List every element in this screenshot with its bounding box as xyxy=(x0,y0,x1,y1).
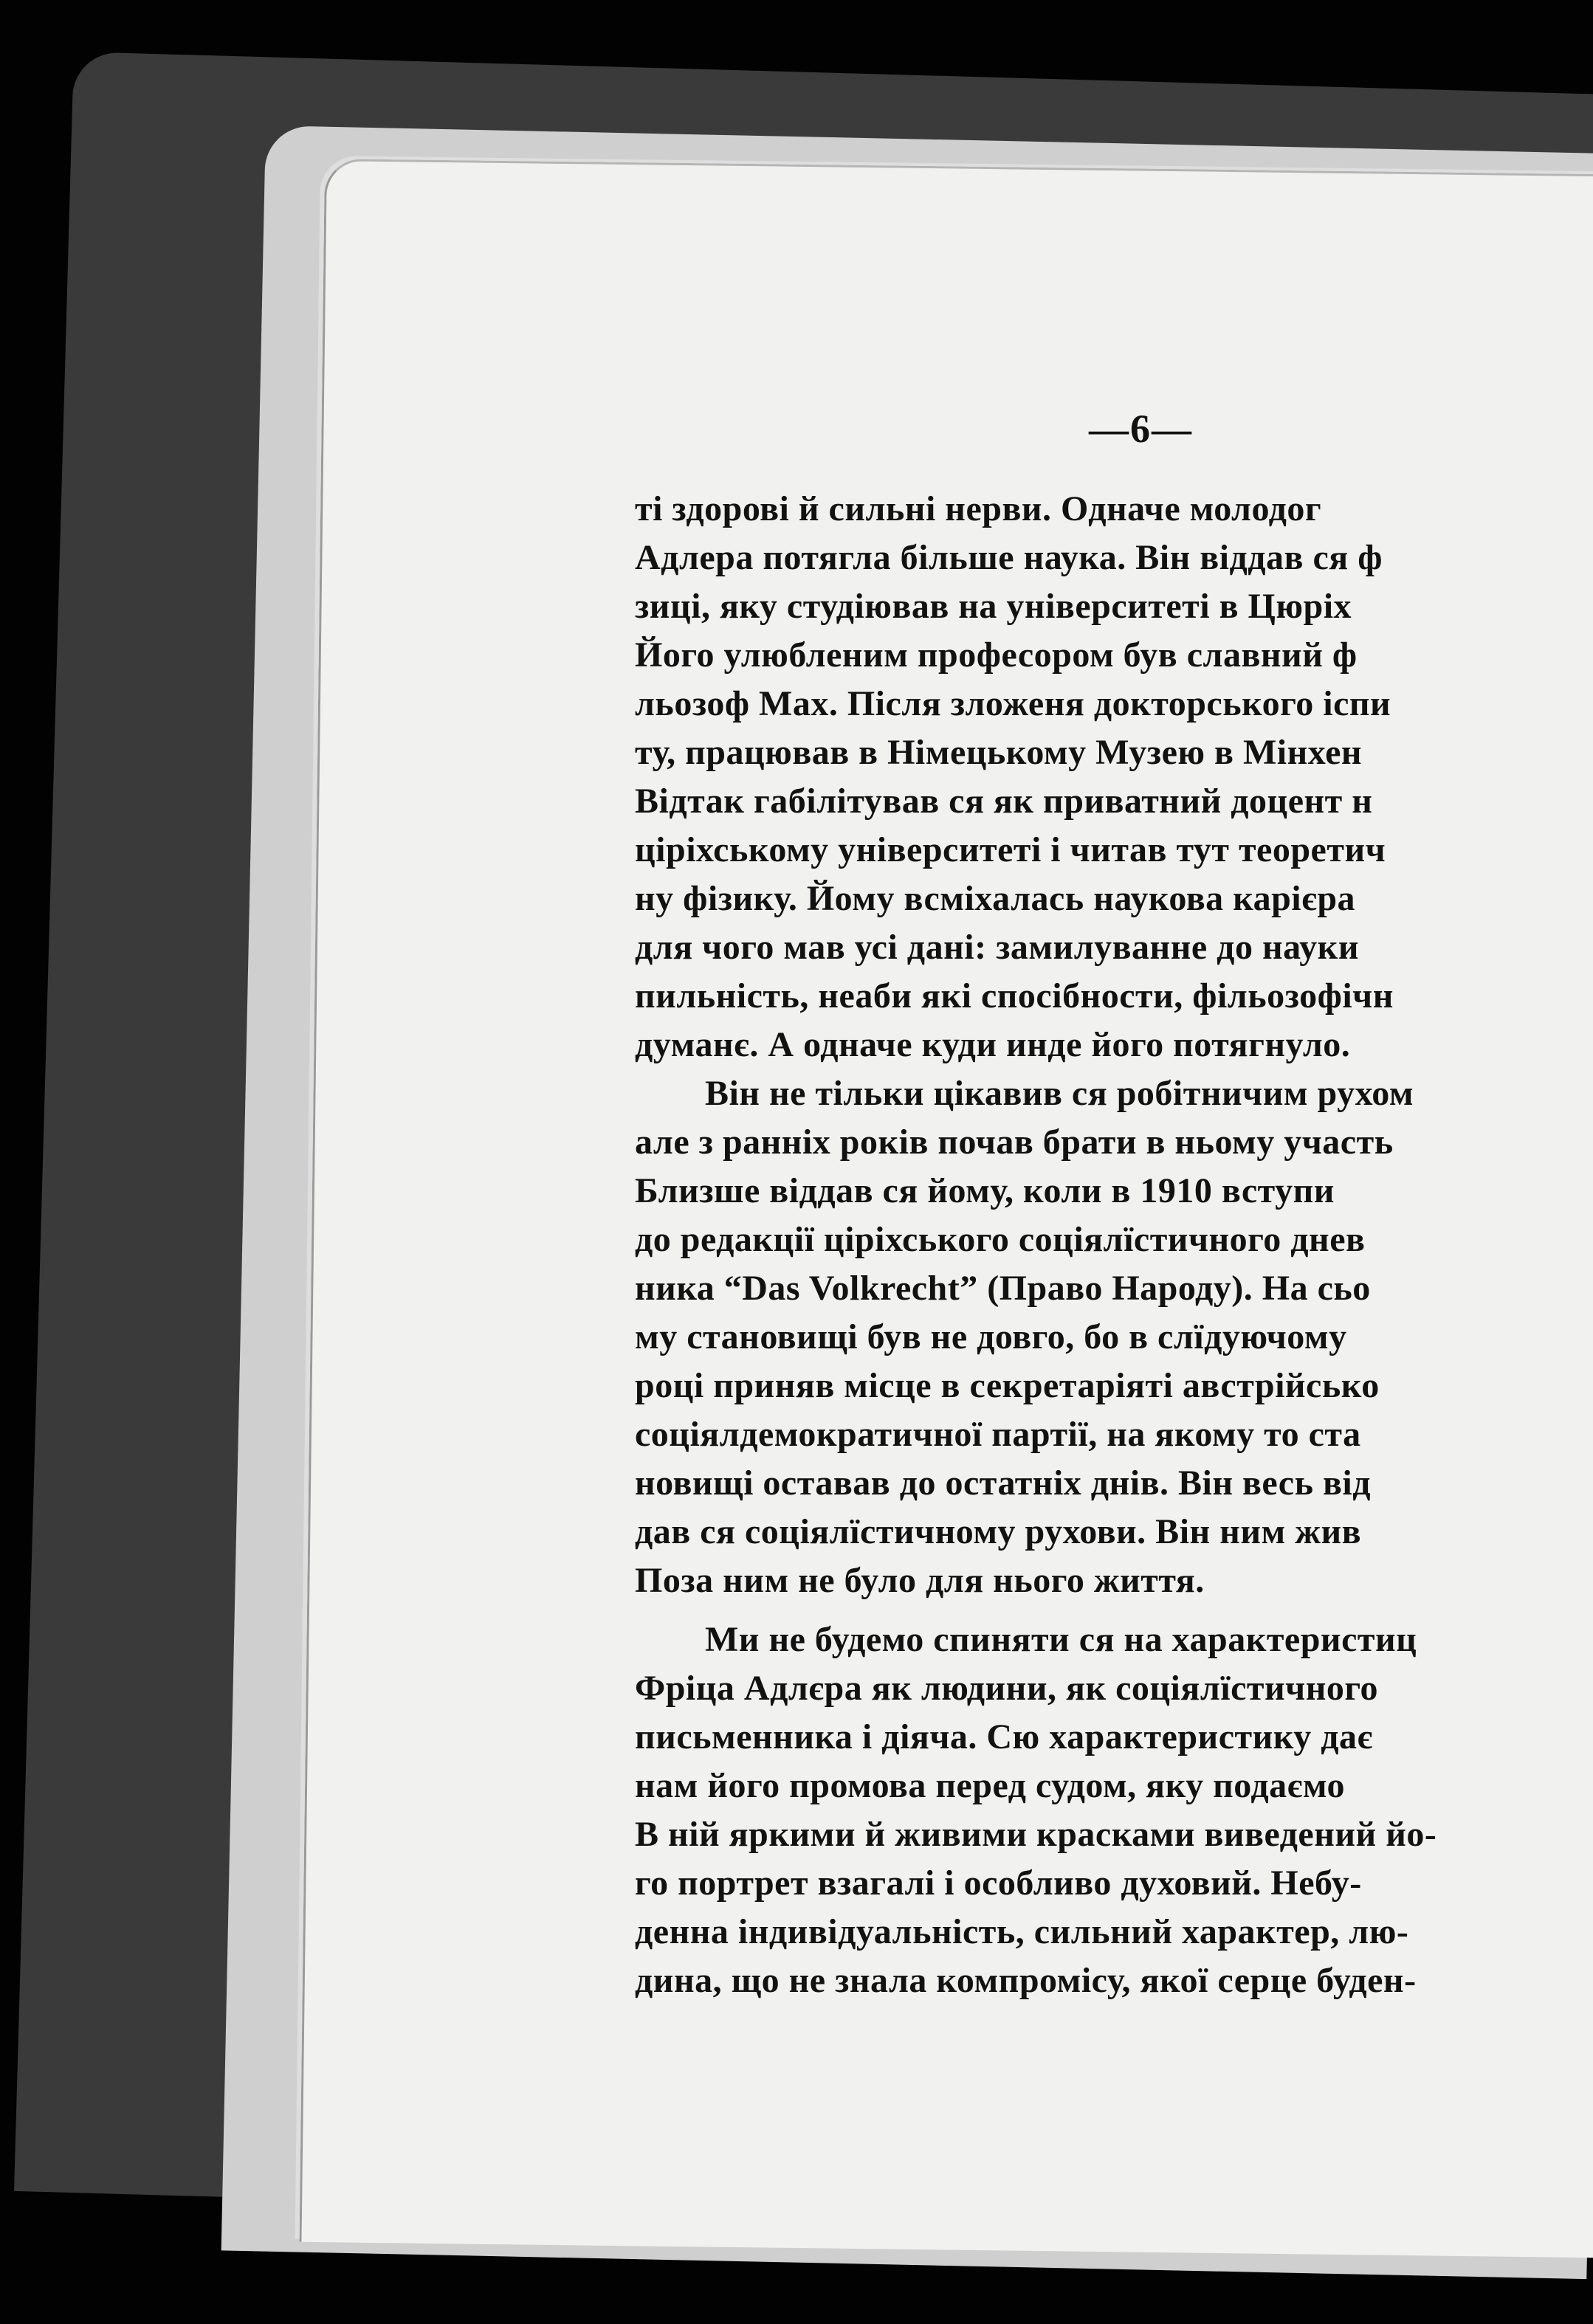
text-line: Відтак габілітував ся як приватний доцент н xyxy=(635,782,1373,821)
text-line: дав ся соціялїстичному рухови. Він ним жив xyxy=(635,1512,1362,1551)
text-line: ту, працював в Німецькому Музею в Мінхен xyxy=(635,733,1363,772)
text-line: нам його промова перед судом, яку подаємо xyxy=(635,1766,1345,1805)
text-line: ника “Das Volkrecht” (Право Народу). На сьо xyxy=(635,1269,1371,1308)
text-line: соціялдемократичної партії, на якому то ста xyxy=(635,1415,1361,1454)
text-line: Адлера потягла більше наука. Він віддав ся ф xyxy=(635,538,1383,577)
text-line: році приняв місце в секретаріяті австрійсько xyxy=(635,1366,1380,1405)
paragraph-first-line: Ми не будемо спиняти ся на характеристиц xyxy=(705,1620,1417,1659)
text-line: денна індивідуальність, сильний характер, лю- xyxy=(635,1912,1409,1951)
text-line: але з ранніх років почав брати в ньому участь xyxy=(635,1123,1394,1162)
text-line: письменника і діяча. Сю характеристику дає xyxy=(635,1717,1373,1756)
text-line: пильність, неаби які спосібности, фільозофічн xyxy=(635,976,1394,1016)
text-line: зиці, яку студіював на університеті в Цюріх xyxy=(635,587,1352,626)
body-text xyxy=(635,487,1593,2052)
text-line: до редакції ціріхського соціялїстичного днев xyxy=(635,1220,1366,1259)
text-line: Поза ним не було для нього життя. xyxy=(635,1561,1205,1600)
page-number: —6— xyxy=(1089,407,1193,451)
text-line: Близше віддав ся йому, коли в 1910 вступи xyxy=(635,1171,1335,1210)
text-line: ну фізику. Йому всміхалась наукова карієра xyxy=(635,879,1356,918)
paragraph-first-line: Він не тільки цікавив ся робітничим рухом xyxy=(705,1074,1414,1113)
text-line: го портрет взагалі і особливо духовий. Небу- xyxy=(635,1863,1362,1903)
text-line: думанє. А одначе куди инде його потягнуло. xyxy=(635,1025,1351,1064)
text-line: ті здорові й сильні нерви. Одначе молодог xyxy=(635,489,1322,528)
text-line: В ній яркими й живими красками виведений йо- xyxy=(635,1815,1437,1854)
text-line: новищі оставав до остатніх днів. Він весь від xyxy=(635,1463,1372,1503)
text-line: льозоф Мах. Після зложеня докторського іспи xyxy=(635,684,1391,723)
text-line: для чого мав усі дані: замилуванне до науки xyxy=(635,928,1359,967)
text-line: Фріца Адлєра як людини, як соціялїстичного xyxy=(635,1669,1378,1708)
text-line: дина, що не знала компромісу, якої серце буден- xyxy=(635,1961,1417,2000)
text-line: му становищі був не довго, бо в слїдуючому xyxy=(635,1317,1347,1356)
text-line: ціріхському університеті і читав тут теоретич xyxy=(635,830,1386,869)
text-line: Його улюбленим професором був славний ф xyxy=(635,635,1358,675)
